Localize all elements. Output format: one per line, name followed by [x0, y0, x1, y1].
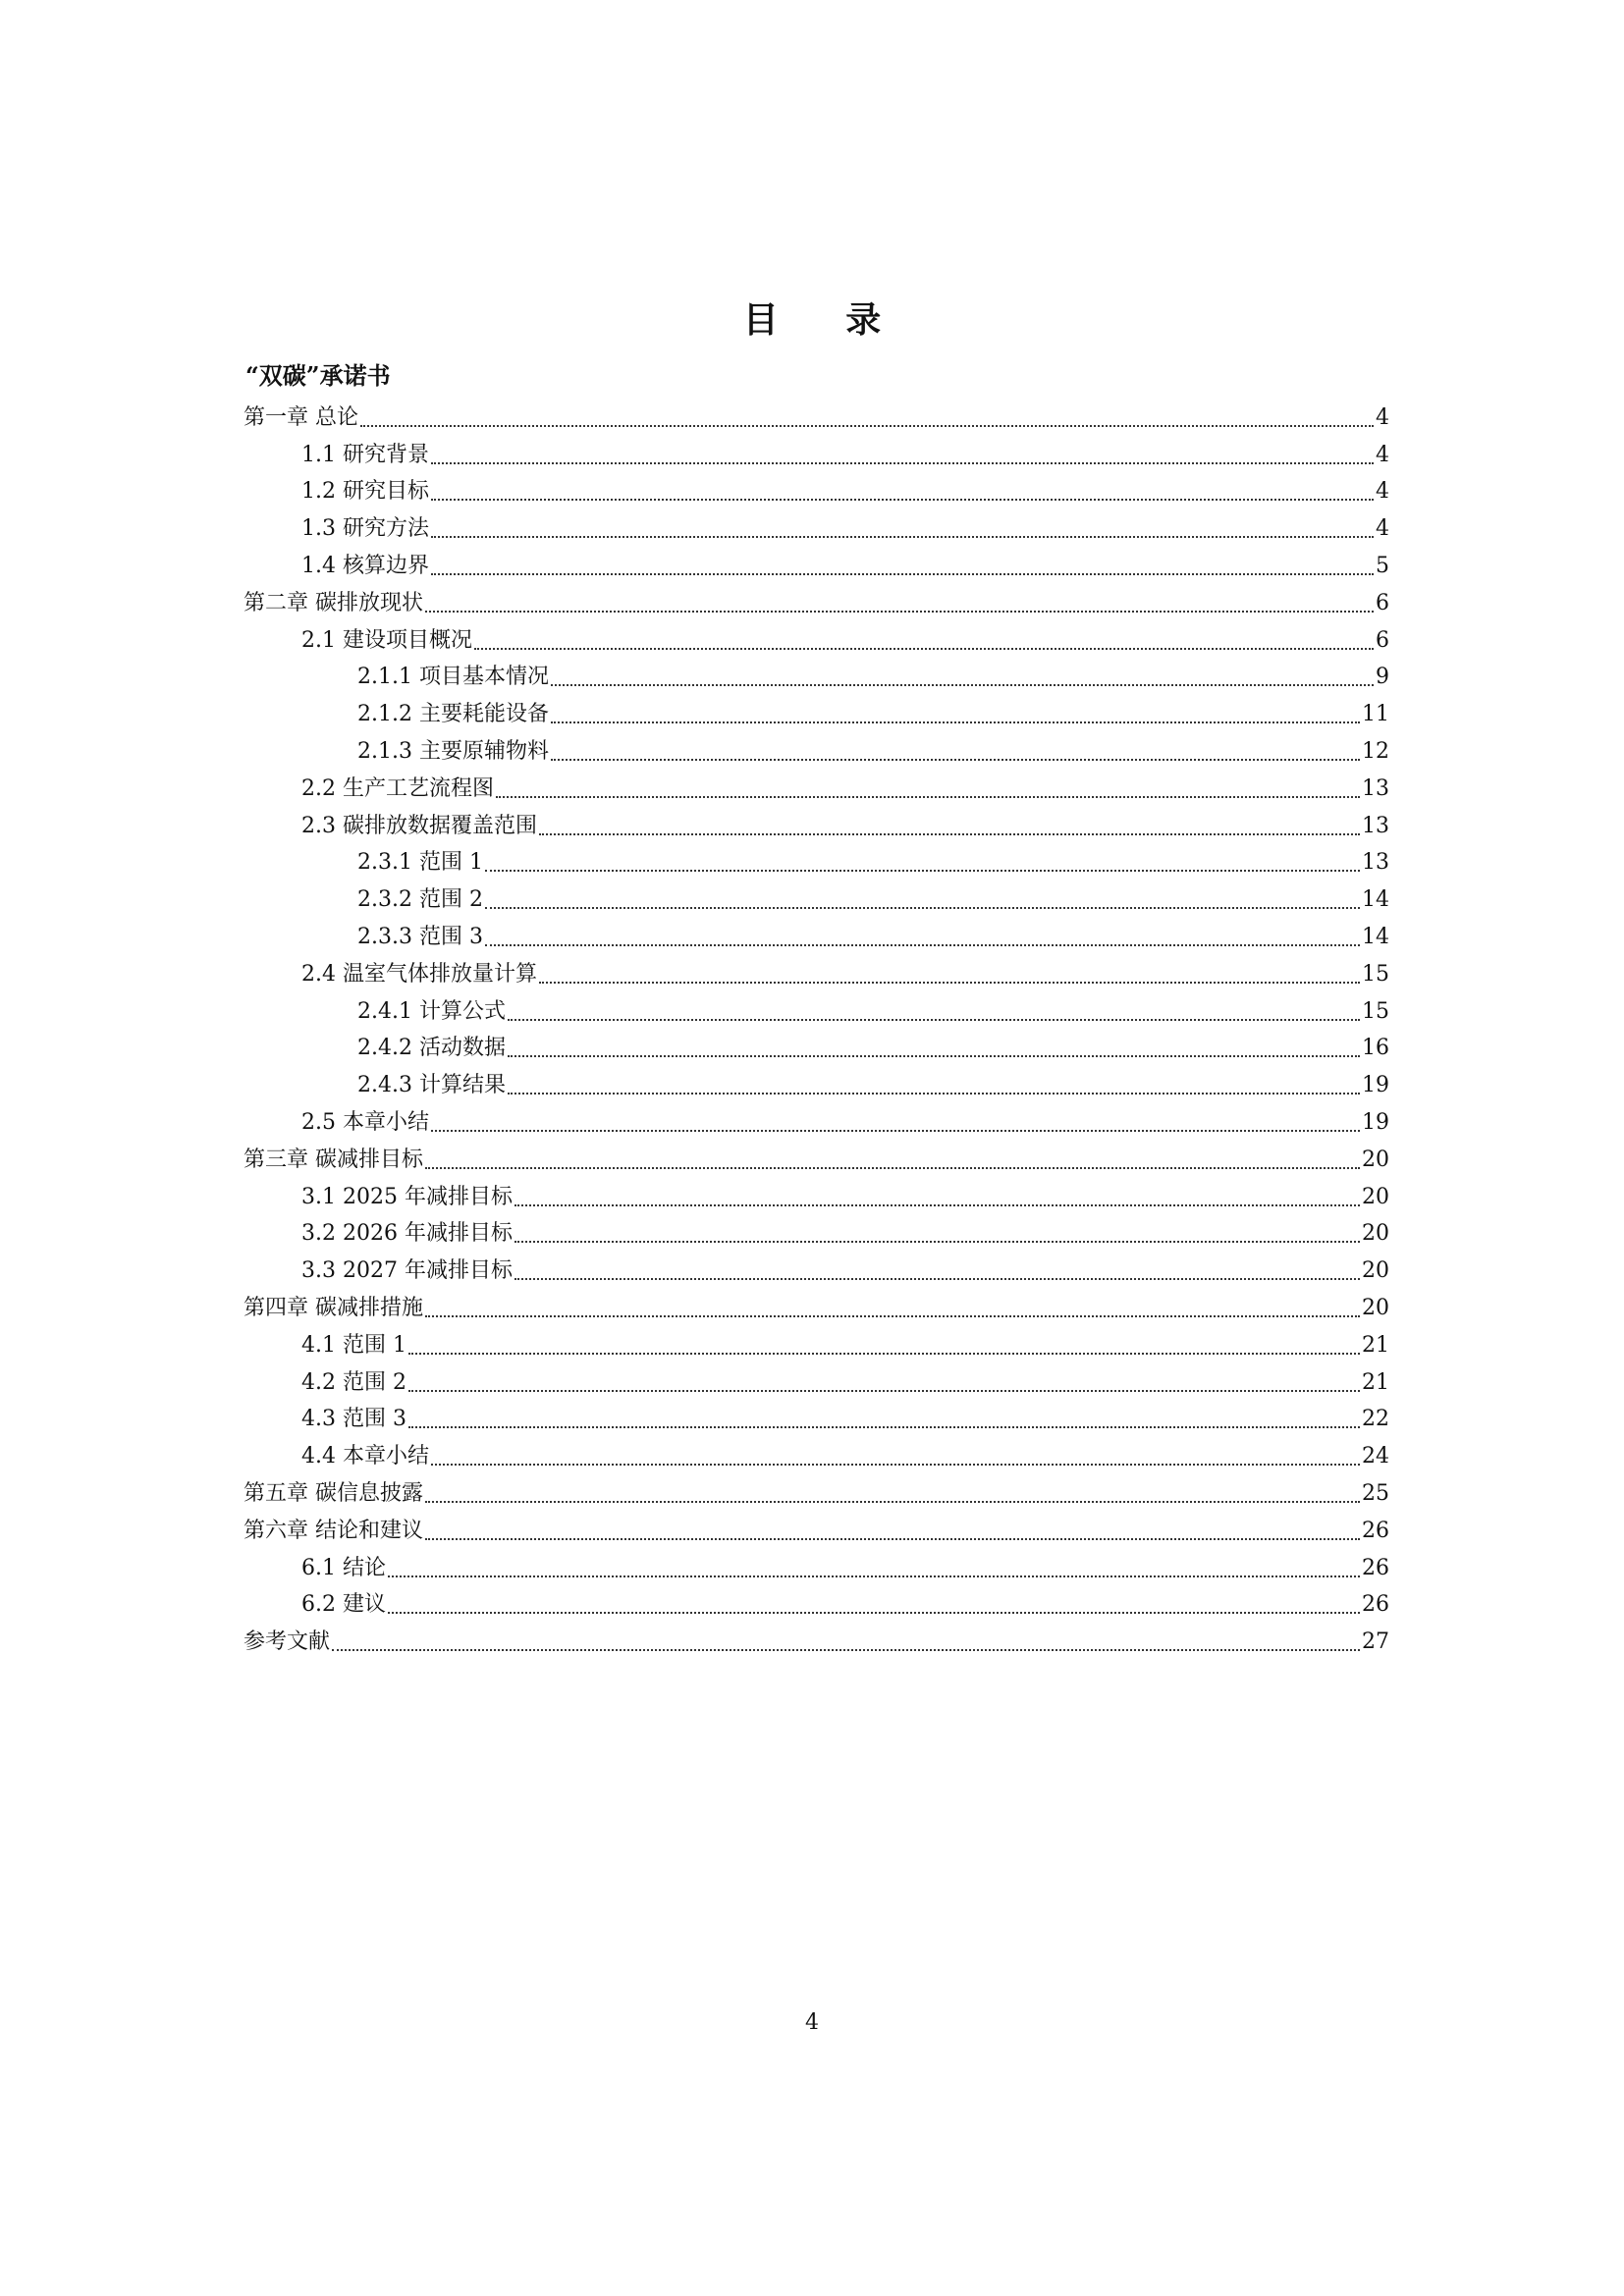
toc-entry-page: 16 [1362, 1036, 1389, 1061]
toc-entry-label: 3.2 2026 年减排目标 [301, 1221, 513, 1247]
table-of-contents [244, 400, 1389, 1661]
page-title: 目 录 [742, 299, 909, 341]
toc-entry-label: 2.2 生产工艺流程图 [301, 775, 494, 801]
toc-entry[interactable] [244, 845, 1389, 882]
dot-leader [431, 1130, 1360, 1132]
toc-entry-page: 5 [1376, 554, 1389, 579]
dot-leader [408, 1353, 1360, 1355]
toc-entry-page: 15 [1362, 998, 1389, 1024]
dot-leader [474, 648, 1374, 650]
dot-leader [514, 1241, 1360, 1243]
toc-entry[interactable] [244, 1179, 1389, 1216]
dot-leader [485, 944, 1360, 946]
toc-entry-label: 1.1 研究背景 [301, 442, 429, 467]
toc-entry[interactable] [244, 1364, 1389, 1402]
commitment-heading: “双碳”承诺书 [245, 361, 391, 390]
toc-entry-page: 4 [1376, 479, 1389, 505]
dot-leader [431, 1464, 1360, 1466]
dot-leader [388, 1575, 1360, 1577]
toc-entry-label: 第一章 总论 [244, 404, 358, 430]
toc-entry[interactable] [244, 660, 1389, 697]
dot-leader [431, 573, 1374, 575]
toc-entry-page: 4 [1376, 516, 1389, 542]
toc-entry[interactable] [244, 1624, 1389, 1661]
toc-entry-label: 第三章 碳减排目标 [244, 1147, 423, 1172]
toc-entry-label: 4.1 范围 1 [301, 1332, 406, 1358]
toc-entry-page: 21 [1362, 1369, 1389, 1395]
toc-entry[interactable] [244, 437, 1389, 474]
toc-entry-page: 24 [1362, 1444, 1389, 1469]
toc-entry-label: 第四章 碳减排措施 [244, 1296, 423, 1321]
toc-entry[interactable] [244, 956, 1389, 993]
toc-entry[interactable] [244, 696, 1389, 733]
dot-leader [431, 499, 1374, 501]
toc-entry[interactable] [244, 1587, 1389, 1625]
toc-entry-page: 14 [1362, 887, 1389, 913]
toc-entry-page: 27 [1362, 1629, 1389, 1655]
toc-entry-page: 22 [1362, 1407, 1389, 1432]
toc-entry[interactable] [244, 993, 1389, 1031]
toc-entry[interactable] [244, 1142, 1389, 1179]
toc-entry[interactable] [244, 808, 1389, 845]
dot-leader [408, 1426, 1360, 1428]
toc-entry[interactable] [244, 400, 1389, 437]
toc-entry[interactable] [244, 1402, 1389, 1439]
toc-entry[interactable] [244, 585, 1389, 622]
dot-leader [514, 1278, 1360, 1280]
toc-entry-page: 13 [1362, 813, 1389, 838]
toc-entry-label: 2.1.2 主要耗能设备 [357, 702, 549, 727]
toc-entry-page: 9 [1376, 665, 1389, 690]
dot-leader [514, 1204, 1360, 1206]
toc-entry[interactable] [244, 881, 1389, 919]
toc-entry-label: 2.3.3 范围 3 [357, 925, 483, 950]
toc-entry-page: 12 [1362, 739, 1389, 765]
toc-entry-label: 第六章 结论和建议 [244, 1518, 423, 1543]
toc-entry-label: 2.1 建设项目概况 [301, 627, 472, 653]
dot-leader [425, 611, 1374, 613]
toc-entry[interactable] [244, 622, 1389, 660]
dot-leader [485, 870, 1360, 872]
toc-entry-page: 19 [1362, 1073, 1389, 1098]
toc-entry-page: 21 [1362, 1332, 1389, 1358]
toc-entry-page: 13 [1362, 775, 1389, 801]
toc-entry-page: 4 [1376, 404, 1389, 430]
toc-entry-label: 1.4 核算边界 [301, 554, 429, 579]
dot-leader [431, 536, 1374, 538]
toc-entry-page: 20 [1362, 1221, 1389, 1247]
toc-entry-page: 15 [1362, 961, 1389, 987]
toc-entry-page: 20 [1362, 1296, 1389, 1321]
toc-entry-page: 20 [1362, 1184, 1389, 1209]
toc-entry-label: 6.2 建议 [301, 1592, 386, 1618]
toc-entry[interactable] [244, 510, 1389, 548]
dot-leader [551, 684, 1374, 686]
toc-entry[interactable] [244, 1216, 1389, 1254]
dot-leader [508, 1019, 1360, 1021]
toc-entry-label: 2.3 碳排放数据覆盖范围 [301, 813, 537, 838]
toc-entry[interactable] [244, 919, 1389, 956]
page-number: 4 [805, 2010, 819, 2035]
dot-leader [425, 1315, 1360, 1317]
dot-leader [496, 796, 1360, 798]
toc-entry-label: 3.3 2027 年减排目标 [301, 1258, 513, 1284]
toc-entry-label: 2.3.1 范围 1 [357, 850, 483, 876]
toc-entry-label: 2.4.1 计算公式 [357, 998, 506, 1024]
dot-leader [508, 1093, 1360, 1095]
toc-entry-label: 2.1.1 项目基本情况 [357, 665, 549, 690]
toc-entry-label: 2.5 本章小结 [301, 1110, 429, 1136]
toc-entry-label: 3.1 2025 年减排目标 [301, 1184, 513, 1209]
dot-leader [388, 1612, 1360, 1614]
toc-entry-label: 2.4.3 计算结果 [357, 1073, 506, 1098]
toc-entry-page: 13 [1362, 850, 1389, 876]
toc-entry[interactable] [244, 1327, 1389, 1364]
toc-entry[interactable] [244, 1550, 1389, 1587]
toc-entry-label: 第五章 碳信息披露 [244, 1481, 423, 1506]
toc-entry-label: 2.3.2 范围 2 [357, 887, 483, 913]
toc-entry-label: 2.1.3 主要原辅物料 [357, 739, 549, 765]
toc-entry[interactable] [244, 1290, 1389, 1327]
toc-entry-page: 6 [1376, 627, 1389, 653]
toc-entry-label: 4.3 范围 3 [301, 1407, 406, 1432]
toc-entry-page: 26 [1362, 1518, 1389, 1543]
dot-leader [539, 833, 1360, 835]
toc-entry[interactable] [244, 1438, 1389, 1475]
dot-leader [332, 1649, 1360, 1651]
toc-entry-page: 6 [1376, 590, 1389, 615]
toc-entry[interactable] [244, 1253, 1389, 1290]
dot-leader [539, 982, 1360, 984]
dot-leader [551, 721, 1360, 723]
toc-entry-label: 参考文献 [244, 1629, 331, 1655]
toc-entry[interactable] [244, 1104, 1389, 1142]
dot-leader [431, 462, 1374, 464]
toc-entry[interactable] [244, 733, 1389, 771]
toc-entry[interactable] [244, 1475, 1389, 1513]
toc-entry[interactable] [244, 1513, 1389, 1550]
dot-leader [551, 759, 1360, 761]
dot-leader [508, 1055, 1360, 1057]
toc-entry-page: 25 [1362, 1481, 1389, 1506]
dot-leader [425, 1501, 1360, 1503]
toc-entry-page: 14 [1362, 925, 1389, 950]
toc-entry[interactable] [244, 1031, 1389, 1068]
toc-entry-page: 26 [1362, 1592, 1389, 1618]
toc-entry-label: 4.2 范围 2 [301, 1369, 406, 1395]
toc-entry[interactable] [244, 548, 1389, 585]
dot-leader [360, 425, 1374, 427]
toc-entry-page: 11 [1362, 702, 1389, 727]
toc-entry[interactable] [244, 1067, 1389, 1104]
toc-entry-label: 6.1 结论 [301, 1555, 386, 1580]
toc-entry-page: 4 [1376, 442, 1389, 467]
dot-leader [485, 907, 1360, 909]
toc-entry-page: 20 [1362, 1147, 1389, 1172]
toc-entry-label: 1.2 研究目标 [301, 479, 429, 505]
toc-entry-label: 第二章 碳排放现状 [244, 590, 423, 615]
toc-entry-page: 19 [1362, 1110, 1389, 1136]
toc-entry[interactable] [244, 474, 1389, 511]
dot-leader [408, 1390, 1360, 1392]
toc-entry-page: 20 [1362, 1258, 1389, 1284]
toc-entry-label: 1.3 研究方法 [301, 516, 429, 542]
toc-entry-label: 4.4 本章小结 [301, 1444, 429, 1469]
toc-entry[interactable] [244, 771, 1389, 808]
toc-entry-label: 2.4 温室气体排放量计算 [301, 961, 537, 987]
toc-entry-label: 2.4.2 活动数据 [357, 1036, 506, 1061]
dot-leader [425, 1167, 1360, 1169]
toc-entry-page: 26 [1362, 1555, 1389, 1580]
dot-leader [425, 1538, 1360, 1540]
